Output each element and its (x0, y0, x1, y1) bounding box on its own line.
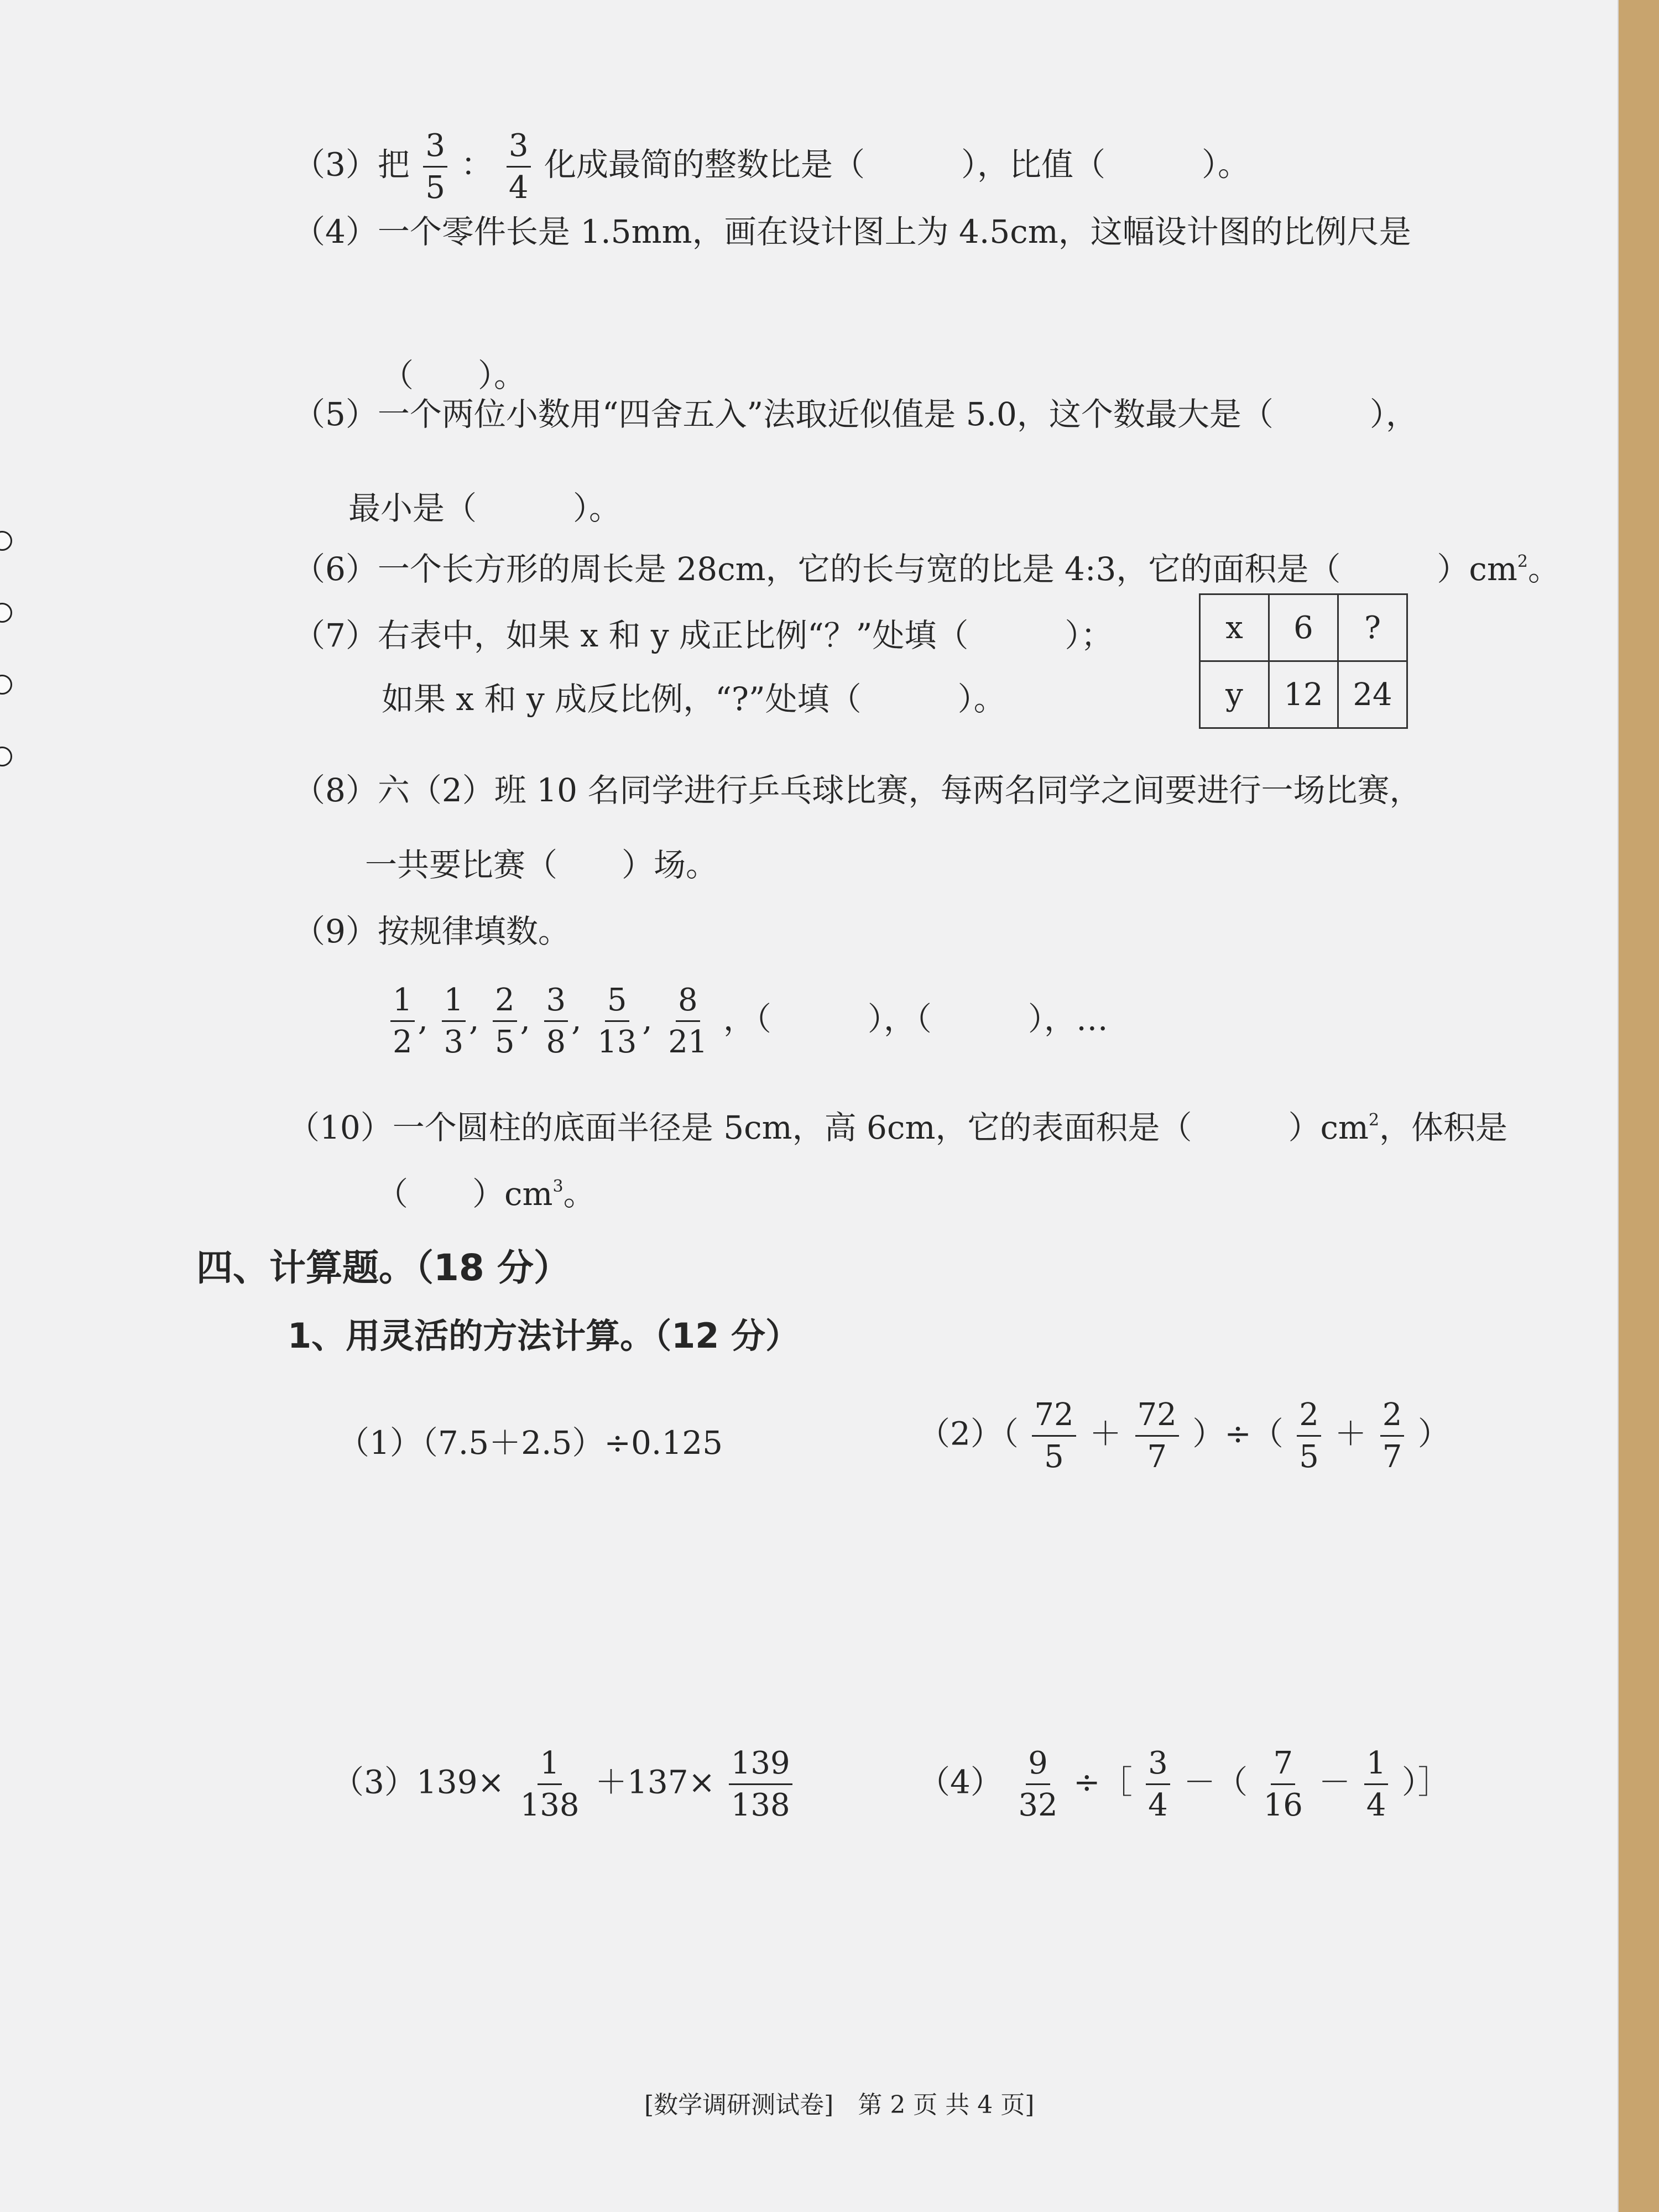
fraction: $\frac{3}{8}$ (544, 984, 568, 1059)
question-7-line1: （7）右表中，如果 x 和 y 成正比例“？”处填（ ）； (293, 617, 1113, 654)
question-10-line2: （ ）$cm^3$。 (376, 1175, 596, 1213)
fraction: $\frac{3}{5}$ (423, 130, 447, 205)
question-4-line2: （ ）。 (382, 357, 526, 394)
fraction: $\frac{9}{32}$ (1018, 1745, 1058, 1823)
question-5-line2: 最小是（ ）。 (348, 489, 622, 527)
table-row: x 6 ? (1200, 594, 1407, 661)
fraction: $\frac{5}{13}$ (597, 982, 637, 1060)
fraction: $\frac{72}{5}$ (1032, 1399, 1076, 1474)
question-7-line2: 如果 x 和 y 成反比例，“?”处填（ ）。 (382, 680, 1006, 718)
binder-hole (0, 603, 12, 623)
table-row: y 12 24 (1200, 661, 1407, 728)
question-8-line2: 一共要比赛（ ）场。 (365, 846, 718, 884)
fraction: $\frac{3}{4}$ (1146, 1747, 1170, 1822)
fraction: $\frac{2}{5}$ (1297, 1399, 1321, 1474)
section-4-subtitle: 1、用灵活的方法计算。（12 分） (288, 1316, 800, 1356)
section-4-title: 四、计算题。（18 分） (196, 1246, 570, 1289)
binder-hole (0, 675, 12, 695)
page-footer: [数学调研测试卷] 第 2 页 共 4 页] (644, 2091, 1035, 2119)
binder-hole (0, 531, 12, 551)
question-10-line1: （10）一个圆柱的底面半径是 5cm，高 6cm，它的表面积是（ ）$cm^2$，体积是 (288, 1109, 1508, 1146)
question-5-line1: （5）一个两位小数用“四舍五入”法取近似值是 5.0，这个数最大是（ ）， (293, 395, 1418, 433)
question-9-title: （9）按规律填数。 (293, 912, 570, 950)
question-4-line1: （4）一个零件长是 1.5mm，画在设计图上为 4.5cm，这幅设计图的比例尺是 (293, 213, 1411, 251)
calc-1: （1）（7.5＋2.5）÷0.125 (337, 1424, 723, 1462)
ratio-table (1199, 593, 1408, 729)
question-8-line1: （8）六（2）班 10 名同学进行乒乓球比赛，每两名同学之间要进行一场比赛， (293, 771, 1422, 809)
calc-2: （2）（ $\frac{72}{5}$ ＋ $\frac{72}{7}$ ）÷（ $\frac{2}{5}$ ＋ $\frac{2}{7}$ ） (918, 1397, 1450, 1475)
calc-3: （3）139× $\frac{1}{138}$ ＋137× $\frac{139}{138}$ (332, 1747, 796, 1822)
fraction: $\frac{72}{7}$ (1135, 1399, 1179, 1474)
calc-4: （4） $\frac{9}{32}$ ÷［ $\frac{3}{4}$ －（ $\frac{7}{16}$ － $\frac{1}{4}$ ）］ (918, 1745, 1450, 1823)
fraction: $\frac{139}{138}$ (729, 1747, 792, 1822)
fraction: $\frac{1}{3}$ (442, 984, 466, 1059)
fraction: $\frac{1}{138}$ (520, 1745, 580, 1823)
fraction: $\frac{8}{21}$ (668, 982, 708, 1060)
fraction: $\frac{2}{7}$ (1380, 1399, 1405, 1474)
question-9-sequence: $\frac{1}{2}$ , $\frac{1}{3}$ , $\frac{2}{5}$ , $\frac{3}{8}$ , $\frac{5}{13}$ , $\frac{8}{21}$ ，（ ），（ ），… (387, 984, 1108, 1059)
fraction: $\frac{1}{2}$ (390, 984, 415, 1059)
question-3: （3）把 $\frac{3}{5}$ ： $\frac{3}{4}$ 化成最简的整数比是（ ），比值（ ）。 (293, 128, 1250, 206)
fraction: $\frac{3}{4}$ (507, 130, 531, 205)
binder-hole (0, 747, 12, 766)
fraction: $\frac{2}{5}$ (493, 984, 517, 1059)
question-6: （6）一个长方形的周长是 28cm，它的长与宽的比是 4:3，它的面积是（ ）$cm^2$。 (293, 550, 1560, 588)
fraction: $\frac{1}{4}$ (1364, 1747, 1389, 1822)
fraction: $\frac{7}{16}$ (1263, 1745, 1303, 1823)
